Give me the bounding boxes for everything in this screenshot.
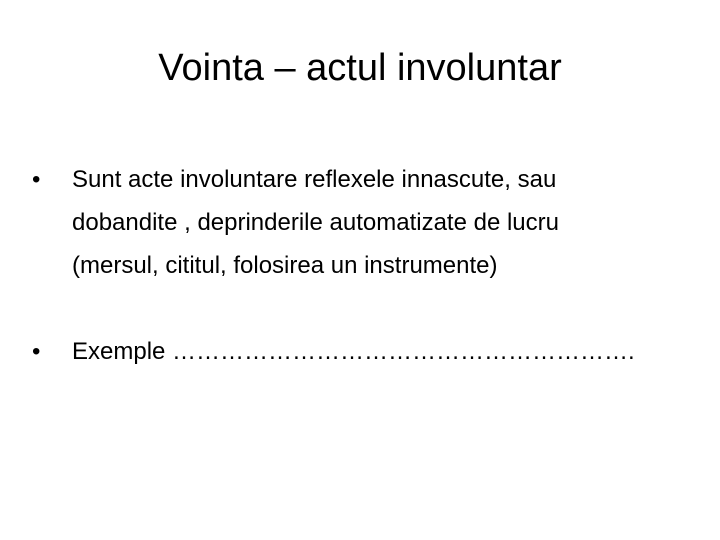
bullet-text-line: Exemple …………………………………………………. [72, 338, 635, 365]
bullet-item [30, 330, 700, 373]
bullet-icon: • [32, 166, 41, 193]
bullet-text-line: Sunt acte involuntare reflexele innascute, sau [72, 166, 557, 193]
bullet-icon: • [32, 338, 41, 365]
bullet-text-line: (mersul, cititul, folosirea un instrumente) [72, 252, 498, 279]
bullet-list [30, 158, 700, 373]
slide-title: Vointa – actul involuntar [158, 47, 562, 89]
bullet-item [30, 158, 700, 287]
bullet-text-line: dobandite , deprinderile automatizate de lucru [72, 209, 559, 236]
